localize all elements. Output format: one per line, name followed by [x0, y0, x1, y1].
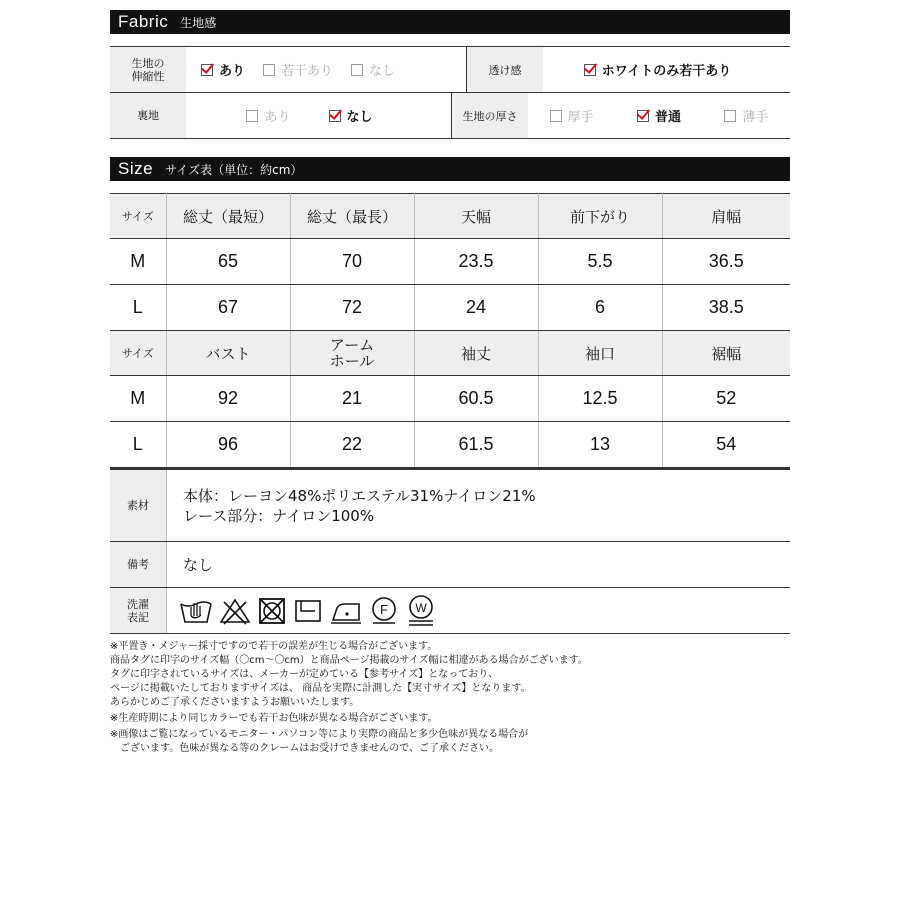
remarks-value: なし	[183, 555, 214, 574]
option-label: ホワイトのみ若干あり	[601, 64, 732, 79]
value-cell: 36.5	[662, 239, 790, 285]
thickness-option-thin	[724, 106, 768, 125]
note-line: ※画像はご覧になっているモニター・パソコン等により実際の商品と多少色味が異なる場合が	[110, 729, 529, 740]
svg-text:W: W	[415, 600, 427, 615]
header-cell: 総丈（最長）	[290, 194, 414, 239]
value-cell: 12.5	[538, 376, 662, 422]
option-label: あり	[264, 110, 291, 125]
header-cell: 総丈（最短）	[166, 194, 290, 239]
lining-option-yes	[246, 106, 290, 125]
value-cell: 24	[414, 285, 538, 331]
no-tumble-dry-icon	[257, 596, 287, 626]
header-cell-armhole: アーム ホール	[290, 331, 414, 376]
header-cell: サイズ	[110, 194, 166, 239]
header-cell: 前下がり	[538, 194, 662, 239]
lining-label: 裏地	[110, 93, 186, 138]
size-header-row-2	[110, 331, 790, 376]
stretch-label-line1: 生地の	[131, 56, 165, 70]
stretch-option-slight	[263, 60, 333, 79]
size-cell: L	[110, 285, 166, 331]
no-bleach-icon	[219, 596, 251, 626]
checkbox-checked-icon	[584, 64, 596, 76]
lining-option-no	[329, 106, 373, 125]
value-cell: 5.5	[538, 239, 662, 285]
value-cell: 38.5	[662, 285, 790, 331]
care-label-line1: 洗濯	[127, 597, 149, 611]
size-section-bar	[110, 157, 790, 181]
checkbox-checked-icon	[329, 110, 341, 122]
checkbox-checked-icon	[637, 110, 649, 122]
table-row	[110, 376, 790, 422]
option-label: 若干あり	[281, 64, 334, 79]
header-cell: 裾幅	[662, 331, 790, 376]
checkbox-unchecked-icon	[550, 110, 562, 122]
size-cell: M	[110, 376, 166, 422]
material-line: レース部分：ナイロン100%	[183, 506, 375, 525]
value-cell: 72	[290, 285, 414, 331]
care-label	[110, 588, 167, 633]
value-cell: 61.5	[414, 422, 538, 468]
spec-sheet	[110, 10, 790, 756]
info-table	[110, 468, 790, 634]
notes	[110, 640, 790, 756]
stretch-label	[110, 47, 186, 92]
value-cell: 6	[538, 285, 662, 331]
checkbox-unchecked-icon	[246, 110, 258, 122]
checkbox-unchecked-icon	[263, 64, 275, 76]
sheer-option-white	[584, 60, 732, 79]
header-cell: サイズ	[110, 331, 166, 376]
size-cell: M	[110, 239, 166, 285]
note-line: ございます。色味が異なる等のクレームはお受けできませんので、ご了承ください。	[110, 743, 499, 754]
note-line: タグに印字されているサイズは、メーカーが定めている【参考サイズ】となっており、	[110, 669, 499, 680]
size-header-row-1	[110, 194, 790, 239]
option-label: なし	[346, 110, 373, 125]
option-label: 普通	[654, 110, 681, 125]
value-cell: 65	[166, 239, 290, 285]
value-cell: 70	[290, 239, 414, 285]
note-line: 商品タグに印字のサイズ幅（〇cm〜〇cm）と商品ページ掲載のサイズ幅に相違がある場合がございます。	[110, 655, 588, 666]
size-title: Size	[118, 159, 154, 178]
value-cell: 67	[166, 285, 290, 331]
fabric-row-lining	[110, 93, 790, 139]
stretch-option-none	[351, 60, 395, 79]
fabric-subtitle: 生地感	[180, 15, 217, 30]
header-cell: 袖丈	[414, 331, 538, 376]
size-subtitle: サイズ表（単位：約cm）	[165, 162, 303, 177]
note-line: ページに掲載いたしておりますサイズは、 商品を実際に計測した【実寸サイズ】となります。	[110, 683, 531, 694]
sheer-options	[543, 47, 790, 92]
remarks-label: 備考	[110, 542, 167, 587]
stretch-label-line2: 伸縮性	[131, 69, 165, 83]
value-cell: 52	[662, 376, 790, 422]
note-line: あらかじめご了承くださいますようお願いいたします。	[110, 697, 360, 708]
thickness-label: 生地の厚さ	[452, 93, 528, 138]
size-table	[110, 193, 790, 468]
care-icons	[167, 588, 790, 633]
table-row	[110, 239, 790, 285]
size-cell: L	[110, 422, 166, 468]
thickness-options	[528, 93, 790, 138]
care-row	[110, 588, 790, 634]
header-cell: バスト	[166, 331, 290, 376]
note-line: ※平置き・メジャー採寸ですので若干の誤差が生じる場合がございます。	[110, 641, 438, 652]
note-line: ※生産時期により同じカラーでも若干お色味が異なる場合がございます。	[110, 713, 438, 724]
checkbox-unchecked-icon	[724, 110, 736, 122]
value-cell: 92	[166, 376, 290, 422]
sheer-label: 透け感	[467, 47, 543, 92]
option-label: あり	[219, 64, 246, 79]
stretch-option-yes	[201, 60, 245, 79]
value-cell: 23.5	[414, 239, 538, 285]
value-cell: 21	[290, 376, 414, 422]
material-value	[167, 470, 790, 541]
lining-options	[186, 93, 452, 138]
thickness-option-normal	[637, 106, 681, 125]
header-cell: 肩幅	[662, 194, 790, 239]
stretch-options	[186, 47, 467, 92]
remarks-row	[110, 542, 790, 588]
hand-wash-icon	[179, 596, 213, 626]
checkbox-unchecked-icon	[351, 64, 363, 76]
material-row	[110, 470, 790, 542]
table-row	[110, 285, 790, 331]
material-line: 本体：レーヨン48%ポリエステル31%ナイロン21%	[183, 486, 536, 505]
value-cell: 96	[166, 422, 290, 468]
value-cell: 60.5	[414, 376, 538, 422]
fabric-section-bar	[110, 10, 790, 34]
iron-low-icon	[329, 596, 363, 626]
svg-text:F: F	[380, 601, 388, 617]
wet-clean-w-icon	[405, 595, 437, 627]
header-cell: 天幅	[414, 194, 538, 239]
checkbox-checked-icon	[201, 64, 213, 76]
fabric-row-stretch	[110, 47, 790, 93]
fabric-table	[110, 46, 790, 139]
option-label: 薄手	[742, 110, 769, 125]
option-label: 厚手	[567, 110, 594, 125]
value-cell: 13	[538, 422, 662, 468]
line-dry-icon	[293, 596, 323, 626]
thickness-option-thick	[550, 106, 594, 125]
value-cell: 54	[662, 422, 790, 468]
fabric-title: Fabric	[118, 12, 169, 31]
option-label: なし	[369, 64, 396, 79]
care-symbols	[179, 595, 790, 627]
value-cell: 22	[290, 422, 414, 468]
material-label: 素材	[110, 470, 167, 541]
table-row	[110, 422, 790, 468]
dry-clean-f-icon	[369, 596, 399, 626]
header-cell: 袖口	[538, 331, 662, 376]
care-label-line2: 表記	[127, 610, 149, 624]
